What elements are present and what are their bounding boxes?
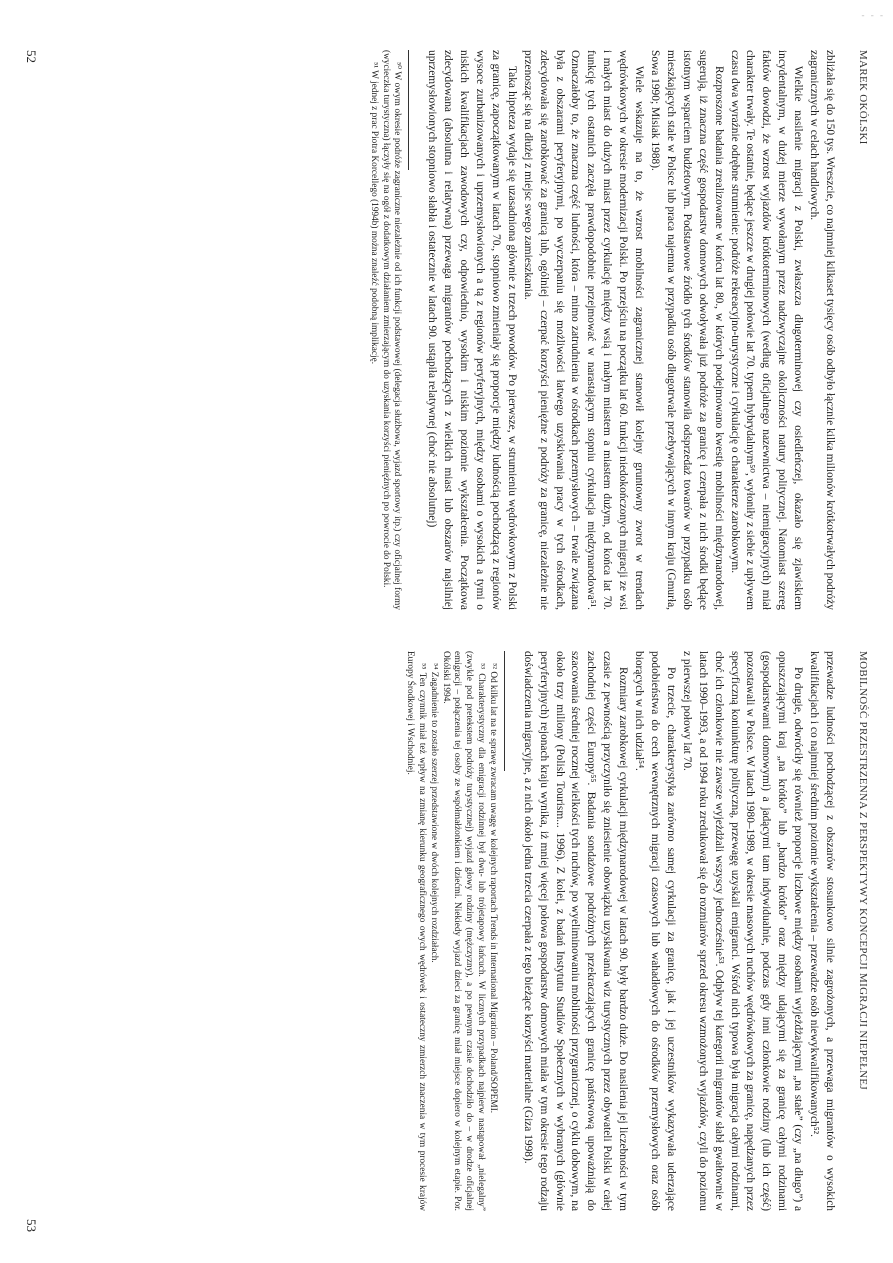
- left-page-number: 52: [24, 50, 39, 63]
- right-footnote-rule: [504, 651, 505, 771]
- right-page-number: 53: [24, 1219, 39, 1232]
- left-paragraph: Wielkie nasilenie migracji z Polski, zwłaszcza długoterminowej czy osiedleńczej, okazało się zjawiskiem incydentalnym, w dużej mierze wywołanym przez nadzwyczajne okoliczności natury politycznej. Natomiast szereg faktów dowodzi, że wzrost wyjazdów krótkoterminowych (według oficjalnego nazewnictwa – niemigracyjnych) miał charakter trwały. Te ostatnie, będące jeszcze w drugiej połowie lat 70. typem hybrydalnym⁵⁰, wyłoniły z siebie z upływem czasu dwa wyraźnie odrębne strumienie: podróże rekreacyjno-turystyczne i cyrkulację o charakterze zarobkowym.: [728, 50, 805, 610]
- left-body-text: [367, 50, 837, 610]
- left-footnotes: [367, 50, 402, 610]
- left-footnote: ⁵⁰ W owym okresie podróże zagraniczne niezależnie od ich funkcji podstawowej (delegacja służbowa, wyjazd sportowy itp.) czy oficjalnej formy (wycieczka turystyczna) łączyły się na ogół z dodatkowym działaniem zmierzającym do uzyskania korzyści pieniężnych po powrocie do Polski.: [380, 50, 403, 610]
- right-running-head: MOBILNOŚĆ PRZESTRZENNA Z PERSPEKTYWY KONCEPCJI MIGRACJI NIEPEŁNEJ: [857, 651, 869, 1090]
- left-paragraph: Taka hipoteza wydaje się uzasadniona głównie z trzech powodów. Po pierwsze, w strumieniu wędrówkowym z Polski za granicę, zapoczątkowanym w latach 70., stopniowo zmieniały się proporcje między ludnością pochodzącą z regionów wysoce zurbanizowanych i uprzemysłowionych a tą z regionów peryferyjnych, między osobami o wysokich a tymi o niskich kwalifikacjach zawodowych czy, odpowiednio, wysokim i niskim poziomie wykształcenia. Początkowa zdecydowana (absolutna i relatywna) przewaga migrantów pochodzących z wielkich miast lub obszarów najsilniej uprzemysłowionych stopniowo słabła i ostatecznie w latach 90. ustąpiła relatywnej (choć nie absolutnej): [426, 50, 518, 610]
- right-footnotes: [404, 651, 498, 1211]
- right-paragraph: przewadze ludności pochodzącej z obszarów stosunkowo silnie zagrożonych, a przewaga migrantów o wysokich kwalifikacjach i co najmniej średnim poziomie wykształcenia – przewadze osób niewykwalifikowanych⁵².: [808, 651, 836, 1211]
- right-paragraph: Po drugie, odwróciły się również proporcje liczbowe między osobami wyjeżdżającymi „na stałe” (czy „na długo”) a opuszczającymi kraj „na krótko” lub „bardzo krótko” oraz między udającymi się za granicę całymi rodzinami (gospodarstwami domowymi) a jadącymi tam indywidualnie, podczas gdy inni członkowie rodziny (lub ich część) pozostawali w Polsce. W latach 1980–1989, w okresie masowych ruchów wędrówkowych za granicę, napędzanych przez specyficzną koniunkturę polityczną, przewagę uzyskali emigranci. Wśród nich typowa była migracja całymi rodzinami, choć ich członkowie nie zawsze wyjeżdżali wszyscy jednocześnie⁵³. Odpływ tej kategorii migrantów słabł gwałtownie w latach 1990–1993, a od 1994 roku zredukował się do rozmiarów sprzed okresu wzmożonych wyjazdów, czyli do poziomu z pierwszej połowy lat 70.: [680, 651, 805, 1211]
- right-paragraph: Po trzecie, charakterystyka zarówno samej cyrkulacji za granicę, jak i jej uczestników wykazywała uderzające podobieństwa do cech wewnętrznych migracji czasowych lub wahadłowych do ośrodków przemysłowych oraz osób biorących w nich udział⁵⁴.: [633, 651, 677, 1211]
- right-page: [0, 631, 893, 1262]
- corner-mark: - - -: [861, 10, 885, 20]
- left-footnote-rule: [408, 50, 409, 170]
- left-paragraph: Rozproszone badania zrealizowane w końcu lat 80., w których podejmowano kwestię mobilności międzynarodowej, sugerują, iż znaczna część gospodarstw domowych odwoływała już podróże za granicę i czerpała z nich środki będące istotnym wsparciem budżetowym. Podstawowe źródło tych środków stanowiła odsprzedaż towarów w przypadku osób mieszkających stale w Polsce lub praca najemna w przypadku osób długotrwale przebywających w innym kraju (Gmurła, Sowa 1990; Misiak 1988).: [649, 50, 725, 610]
- left-paragraph: zbliżała się do 150 tys. Wreszcie, co najmniej kilkaset tysięcy osób odbyło łącznie kilka milionów krótkotrwałych podróży zagranicznych w celach handlowych.: [808, 50, 836, 610]
- right-paragraph: Rozmiary zarobkowej cyrkulacji międzynarodowej w latach 90. były bardzo duże. Do nasilenia jej liczebności w tym czasie z pewnością przyczyniło się zniesienie obowiązku uzyskiwania wiz turystycznych przez obywateli Polski w całej zachodniej części Europy⁵⁵. Badania sondażowe podróżnych przekraczających granicę państwową upoważniają do szacowania średniej rocznej wielkości tych ruchów, po wyeliminowaniu mobilności przygranicznej, o cyklu dobowym, na około trzy miliony (Polish Tourism... 1996). Z kolei, z badań Instytutu Studiów Społecznych w wybranych (głównie peryferyjnych) rejonach kraju wynika, iż mniej więcej połowa gospodarstw domowych miała w tym okresie tego rodzaju doświadczenia migracyjne, a z nich około jedna trzecia czerpała z tego bieżące korzyści materialne (Giza 1998).: [521, 651, 630, 1211]
- right-body-text: [404, 651, 838, 1211]
- right-footnote: ⁵³ Charakterystyczny dla emigracji rodzinnej był dwu- lub trójetapowy łańcuch. W licznych przypadkach najpierw nastąpował „nielegalny” (zwykle pod pretekstem podróży turystycznej) wyjazd głowy rodziny (mężczyzny), a po pewnym czasie dochodziło do – w drodze oficjalnej emigracji – połączenia tej osoby ze współmałżonkiem i dziećmi. Niekiedy wyjazd dzieci za granicę miał miejsce dopiero w kolejnym etapie. Por. Okólski 1994.: [440, 651, 487, 1211]
- left-running-head: MAREK OKÓLSKI: [857, 50, 869, 145]
- right-footnote: ⁵² Od kilku lat na te sprawę zwracam uwagę w kolejnych raportach Trends in International Migration – Poland/SOPEMI.: [487, 663, 498, 1114]
- left-footnote: ⁵¹ W jednej z prac Piotra Korcellego (1994b) można znaleźć podobną implikację.: [368, 62, 379, 365]
- right-footnote: ⁵⁵ Ten czynnik miał też wpływ na zmianę kierunku geograficznego owych wędrówek i ostateczny zmierzch znaczenia w tym procesie krajów Europy Środkowej i Wschodniej.: [405, 651, 428, 1211]
- left-paragraph: Wiele wskazuje na to, że wzrost mobilności zagranicznej stanowił kolejny gruntowny zwrot w trendach wędrówkowych w okresie modernizacji Polski. Po przejściu na początku lat 60. funkcji niedokończonych migracji ze wsi i małych miast do dużych miast przez cyrkulację między wsią i małym miastem a miastem dużym, od końca lat 70. funkcję tych ostatnich zaczęła prawdopodobnie przejmować w narastającym stopniu cyrkulacja międzynarodowa⁵¹. Oznaczałoby to, że znaczna część ludności, która – mimo zatrudnienia w ośrodkach przemysłowych – trwale związana była z obszarami peryferyjnymi, po wyczerpaniu się możliwości łatwego uzyskiwania pracy w tych ośrodkach, zdecydowała się zarobkować za granicą lub, ogólniej – czerpać korzyści pieniężne z podróży za granicę, niezależnie nie przenosząc się na dłużej z miejsc swego zamieszkania.: [521, 50, 646, 610]
- right-footnote: ⁵⁴ Zagadnienie to zostało szerzej przedstawione w dwóch kolejnych rozdziałach.: [428, 663, 439, 963]
- left-page: [0, 0, 893, 631]
